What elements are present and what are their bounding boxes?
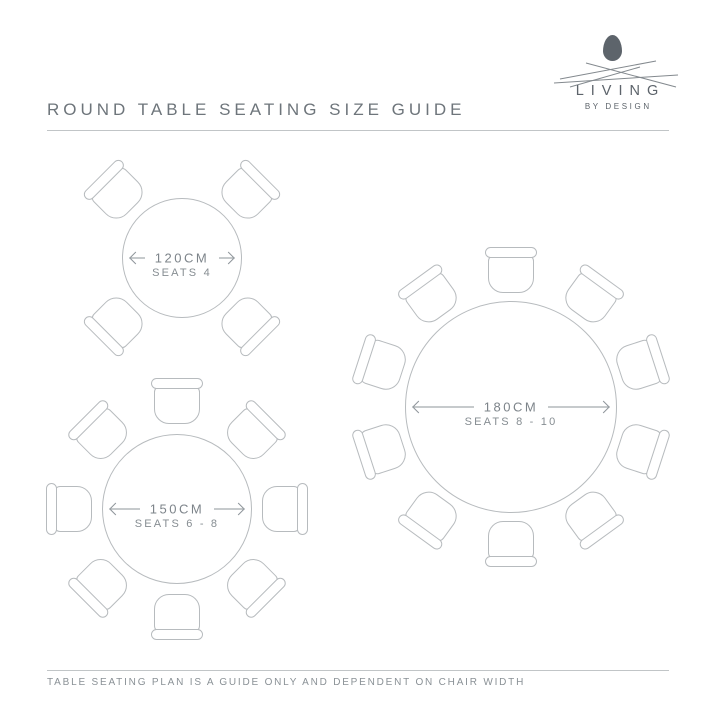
chair-seat — [488, 255, 534, 293]
chair-backrest — [485, 247, 537, 258]
page-title: ROUND TABLE SEATING SIZE GUIDE — [47, 100, 466, 119]
chair-backrest — [151, 629, 203, 640]
chair-icon — [485, 247, 537, 293]
chair-seat — [488, 521, 534, 559]
footer-divider — [47, 670, 669, 671]
arrow-left-head — [131, 258, 145, 259]
seats-label: SEATS 6 - 8 — [134, 518, 220, 530]
chair-icon — [262, 483, 308, 535]
arrow-right-head — [548, 407, 608, 408]
arrow-right-head — [219, 258, 233, 259]
chair-backrest — [46, 483, 57, 535]
table-diagram-180cm — [405, 301, 617, 513]
chair-backrest — [151, 378, 203, 389]
chair-icon — [611, 418, 671, 482]
chair-seat — [262, 486, 300, 532]
arrow-right-head — [214, 509, 243, 510]
brand-name: LIVING — [575, 83, 666, 99]
brand-logo — [552, 33, 682, 117]
chair-seat — [154, 386, 200, 424]
table-diagram-120cm — [122, 198, 242, 318]
diameter-arrow-icon — [111, 502, 243, 517]
chair-icon — [351, 333, 411, 397]
diameter-label: 120CM — [154, 250, 210, 266]
brand-tagline: BY DESIGN — [584, 102, 652, 111]
diameter-label: 150CM — [149, 501, 205, 517]
chair-icon — [151, 378, 203, 424]
chair-backrest — [297, 483, 308, 535]
footer-note: TABLE SEATING PLAN IS A GUIDE ONLY AND DEPENDENT ON CHAIR WIDTH — [47, 677, 526, 688]
chair-seat — [154, 594, 200, 632]
seats-label: SEATS 4 — [152, 267, 212, 279]
diameter-arrow-icon — [131, 251, 233, 266]
chair-icon — [351, 418, 411, 482]
chair-icon — [46, 483, 92, 535]
header-divider — [47, 130, 669, 131]
chair-backrest — [485, 556, 537, 567]
chair-seat — [54, 486, 92, 532]
arrow-left-head — [111, 509, 140, 510]
diameter-label: 180CM — [483, 399, 539, 415]
seats-label: SEATS 8 - 10 — [464, 416, 558, 428]
chair-icon — [611, 333, 671, 397]
chair-icon — [485, 521, 537, 567]
chair-icon — [151, 594, 203, 640]
table-diagram-150cm — [102, 434, 252, 584]
arrow-left-head — [414, 407, 474, 408]
diameter-arrow-icon — [414, 400, 608, 415]
